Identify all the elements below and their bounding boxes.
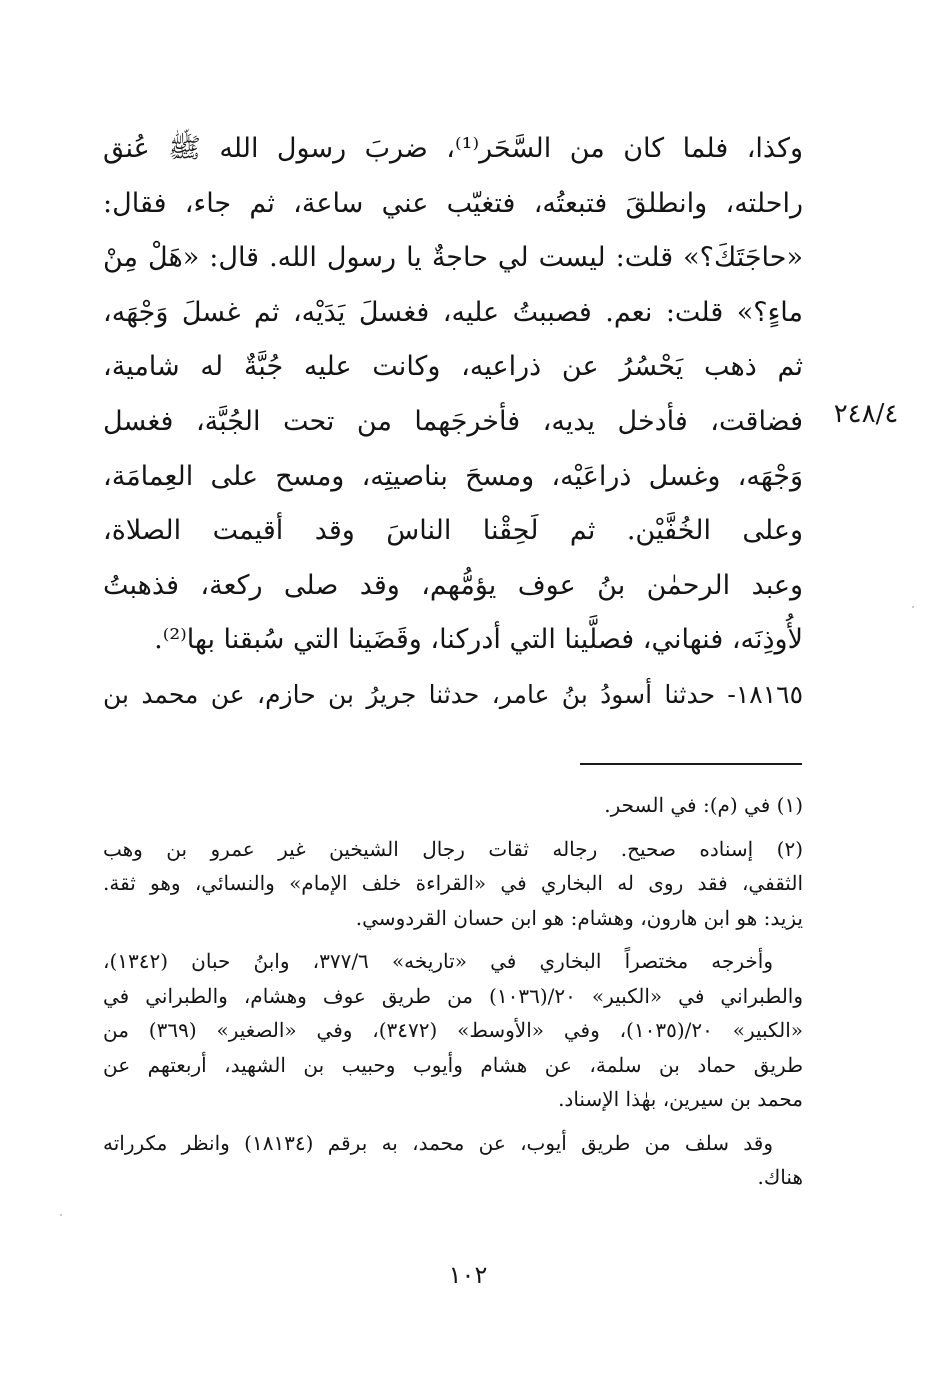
scan-speck [60, 1214, 62, 1216]
footnote-spacer [103, 935, 803, 944]
footnote-2-line: يزيد: هو ابن هارون، وهشام: هو ابن حسان القردوسي. [355, 905, 803, 930]
margin-volume-page-reference: ٢٤٨/٤ [833, 399, 899, 429]
main-text-line: راحلته، وانطلقَ فتبعتُه، فتغيّب عني ساعة، ثم جاء، فقال: [103, 187, 803, 219]
footnote-2-takhrij-line: طريق حماد بن سلمة، عن هشام وأيوب وحبيب بن الشهيد، أربعتهم عن [103, 1052, 803, 1077]
main-text-line: وَجْهَه، وغسل ذراعَيْه، ومسحَ بناصيتِه، ومسح على العِمامَة، [103, 460, 803, 492]
main-text-line: وعبد الرحمٰن بنُ عوف يؤمُّهم، وقد صلى ركعة، فذهبتُ [103, 569, 803, 601]
main-text-line: وكذا، فلما كان من السَّحَر⁽¹⁾، ضربَ رسول الله ﷺ عُنق [103, 133, 803, 164]
footnote-2-takhrij-line: والطبراني في «الكبير» ٢٠/(١٠٣٦) من طريق عوف وهشام، والطبراني في [103, 983, 803, 1008]
footnote-2-line: الثقفي، فقد روى له البخاري في «القراءة خلف الإمام» والنسائي، وهو ثقة. [103, 871, 803, 895]
scan-speck [912, 606, 914, 608]
footnote-2-see-also-line: وقد سلف من طريق أيوب، عن محمد، به برقم (١٨١٣٤) وانظر مكرراته [103, 1130, 773, 1155]
footnote-separator-rule [580, 763, 802, 765]
footnote-2-takhrij-line: «الكبير» ٢٠/(١٠٣٥)، وفي «الأوسط» (٣٤٧٢)، وفي «الصغير» (٣٦٩) من [103, 1018, 803, 1042]
page-number: ١٠٢ [448, 1261, 488, 1289]
footnote-2-takhrij-line: وأخرجه مختصراً البخاري في «تاريخه» ٣٧٧/٦، وابنُ حبان (١٣٤٢)، [103, 949, 774, 973]
footnote-2-takhrij-line: محمد بن سيرين، بهٰذا الإسناد. [558, 1087, 803, 1111]
footnotes-block [103, 788, 803, 1195]
main-text-line: فضاقت، فأدخل يديه، فأخرجَهما من تحت الجُبَّة، فغسل [103, 405, 803, 437]
main-text-line: ثم ذهب يَحْسُرُ عن ذراعيه، وكانت عليه جُبَّةٌ له شامية، [103, 351, 803, 383]
main-text-line: ماءٍ؟» قلت: نعم. فصببتُ عليه، فغسلَ يَدَيْه، ثم غسلَ وَجْهَه، [103, 296, 803, 328]
footnote-2-line: (٢) إسناده صحيح. رجاله ثقات رجال الشيخين غير عمرو بن وهب [103, 836, 803, 861]
footnote-1: (١) في (م): في السحر. [604, 793, 803, 817]
main-text-block [103, 122, 803, 723]
footnote-spacer [103, 823, 803, 832]
main-text-line: لأُوذِنَه، فنهاني، فصلَّينا التي أدركنا، وقَضَينا التي سُبقنا بها⁽²⁾. [154, 624, 803, 656]
main-text-line: وعلى الخُفَّيْن. ثم لَحِقْنا الناسَ وقد أقيمت الصلاة، [103, 515, 803, 547]
main-text-line: «حاجَتَكَ؟» قلت: ليست لي حاجةٌ يا رسول الله. قال: «هَلْ مِنْ [103, 242, 803, 274]
hadith-number-line: ١٨١٦٥- حدثنا أسودُ بنُ عامر، حدثنا جريرُ بن حازم، عن محمد بن [103, 679, 803, 709]
footnote-2-see-also-line: هناك. [757, 1165, 803, 1189]
footnote-spacer [103, 1117, 803, 1126]
